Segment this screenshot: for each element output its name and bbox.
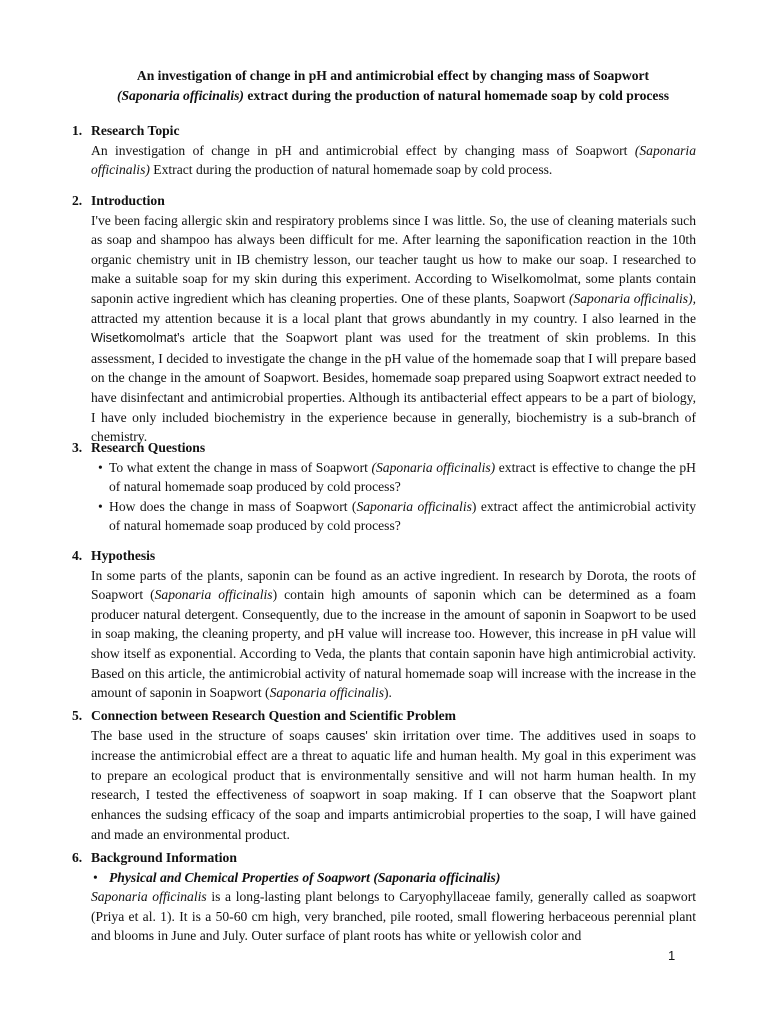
body-text: In some parts of the plants, saponin can be found as an active ingredient. In research by Dorota, the roots of Soapwort (	[91, 567, 696, 603]
section-title: Research Topic	[91, 123, 180, 138]
species-name: Saponaria officinalis	[356, 498, 472, 514]
body-text: Extract during the production of natural homemade soap by cold process.	[149, 162, 553, 178]
section-heading	[72, 848, 696, 868]
section-number: 2.	[72, 193, 83, 208]
body-text: attracted my attention because it is a local plant that grows abundantly in my country. I also learned in the	[91, 310, 696, 326]
section-body	[91, 726, 696, 845]
section-body	[91, 141, 696, 180]
body-text: ).	[384, 685, 392, 701]
title-line-2-rest: extract during the production of natural homemade soap by cold process	[243, 88, 670, 103]
body-text: skin irritation over time. The additives used in soaps to increase the antimicrobial effect are a threat to aquatic life and human health. My goal in this experiment was to prepare an ecological product that is environmentally sensitive and will not harm human health. In my research, I tested the effectiveness of soapwort in soap making. If I can observe that the Soapwort plant enhances the sudsing efficacy of the soap and imparts antimicrobial properties to the soap, I will have gained and made an environmental product.	[91, 727, 696, 842]
body-text: is a long-lasting plant belongs to Caryophyllaceae family, generally called as soapwort (Priya et al. 1). It is a 50-60 cm high, very branched, pile rooted, small flowering herbaceous perennial plant and blooms in June and July. Outer surface of plant roots has white or yellowish color and	[91, 889, 696, 944]
body-text: To what extent the change in mass of Soapwort	[109, 459, 372, 475]
body-text: 's article that the Soapwort plant was used for the treatment of skin problems. In this assessment, I decided to investigate the change in the pH value of the homemade soap that I will prepare based on the change in the amount of Soapwort. Besides, homemade soap prepared using Soapwort extract needed to have disinfectant and antimicrobial properties. Although its antibacterial effect appears to be a part of biology, I have only included biochemistry in the experience because in generally, biochemistry is a sub-branch of chemistry.	[91, 330, 696, 445]
section-number: 3.	[72, 440, 83, 455]
subsection-title: Physical and Chemical Properties of Soapwort (Saponaria officinalis)	[109, 869, 501, 885]
section-research-topic	[72, 121, 696, 180]
species-name: Saponaria officinalis	[91, 889, 207, 905]
section-heading	[72, 706, 696, 726]
section-title: Hypothesis	[91, 548, 156, 563]
bullet-icon: •	[98, 459, 103, 475]
body-text: ) contain high amounts of saponin which can be determined as a foam producer natural detergent. Consequently, due to the increase in the amount of saponin in Soapwort to be used in soap making, the cleaning property, and pH value will increase too. However, this increase in pH value will show itself as exponential. According to Veda, the plants that contain saponin have high antimicrobial activity. Based on this article, the antimicrobial activity of natural homemade soap will increase with the increase in the amount of saponin in Soapwort (	[91, 587, 697, 701]
section-title: Research Questions	[91, 440, 206, 455]
body-text: ) extract affect the antimicrobial activity of natural homemade soap produced by cold process?	[109, 498, 696, 534]
section-number: 4.	[72, 548, 83, 563]
body-text: extract is effective to change the pH of natural homemade soap produced by cold process?	[109, 459, 696, 495]
species-name: (Saponaria officinalis),	[568, 290, 696, 306]
bullet-icon: •	[98, 498, 103, 514]
list-item	[91, 458, 696, 497]
section-heading	[72, 546, 696, 566]
body-text-sans: causes'	[325, 728, 368, 743]
page-number: 1	[668, 948, 676, 963]
section-introduction	[72, 191, 696, 447]
species-name: (Saponaria officinalis)	[91, 142, 696, 178]
subsection-heading	[91, 868, 696, 888]
body-text: I've been facing allergic skin and respiratory problems since I was little. So, the use of cleaning materials such as soap and shampoo has always been difficult for me. After learning the saponification reaction in the 10th organic chemistry unit in IB chemistry lesson, our teacher taught us how to make our soap. I researched to make a suitable soap for my skin during this experiment. According to Wiselkomolmat, some plants contain saponin active ingredient which has cleaning properties. One of these plants, Soapwort	[91, 212, 696, 306]
section-title: Introduction	[91, 193, 165, 208]
title-line-1: An investigation of change in pH and antimicrobial effect by changing mass of Soapwort	[136, 68, 650, 83]
section-background	[72, 848, 696, 946]
document-title	[90, 66, 696, 106]
species-name: (Saponaria officinalis)	[371, 459, 496, 475]
question-list	[91, 458, 696, 536]
section-hypothesis	[72, 546, 696, 703]
section-heading	[72, 121, 696, 141]
section-heading	[72, 191, 696, 211]
section-body	[91, 458, 696, 536]
species-name: Saponaria officinalis	[154, 587, 273, 603]
section-connection	[72, 706, 696, 844]
section-heading	[72, 438, 696, 458]
title-species-name: (Saponaria officinalis)	[116, 88, 244, 103]
author-name: Wisetkomolmat	[91, 331, 178, 346]
section-number: 1.	[72, 123, 83, 138]
body-text: An investigation of change in pH and antimicrobial effect by changing mass of Soapwort	[91, 142, 635, 158]
section-body	[91, 566, 696, 703]
body-text: How does the change in mass of Soapwort (	[109, 498, 357, 514]
species-name: Saponaria officinalis	[269, 685, 385, 701]
section-body	[91, 868, 696, 946]
section-research-questions	[72, 438, 696, 536]
section-body	[91, 211, 696, 447]
section-title: Connection between Research Question and Scientific Problem	[91, 708, 456, 723]
list-item	[91, 497, 696, 536]
bullet-icon: •	[93, 869, 98, 885]
body-paragraph	[91, 887, 696, 946]
section-title: Background Information	[91, 850, 237, 865]
body-text: The base used in the structure of soaps	[91, 727, 326, 743]
section-number: 5.	[72, 708, 83, 723]
section-number: 6.	[72, 850, 83, 865]
title-line-2	[90, 86, 696, 106]
